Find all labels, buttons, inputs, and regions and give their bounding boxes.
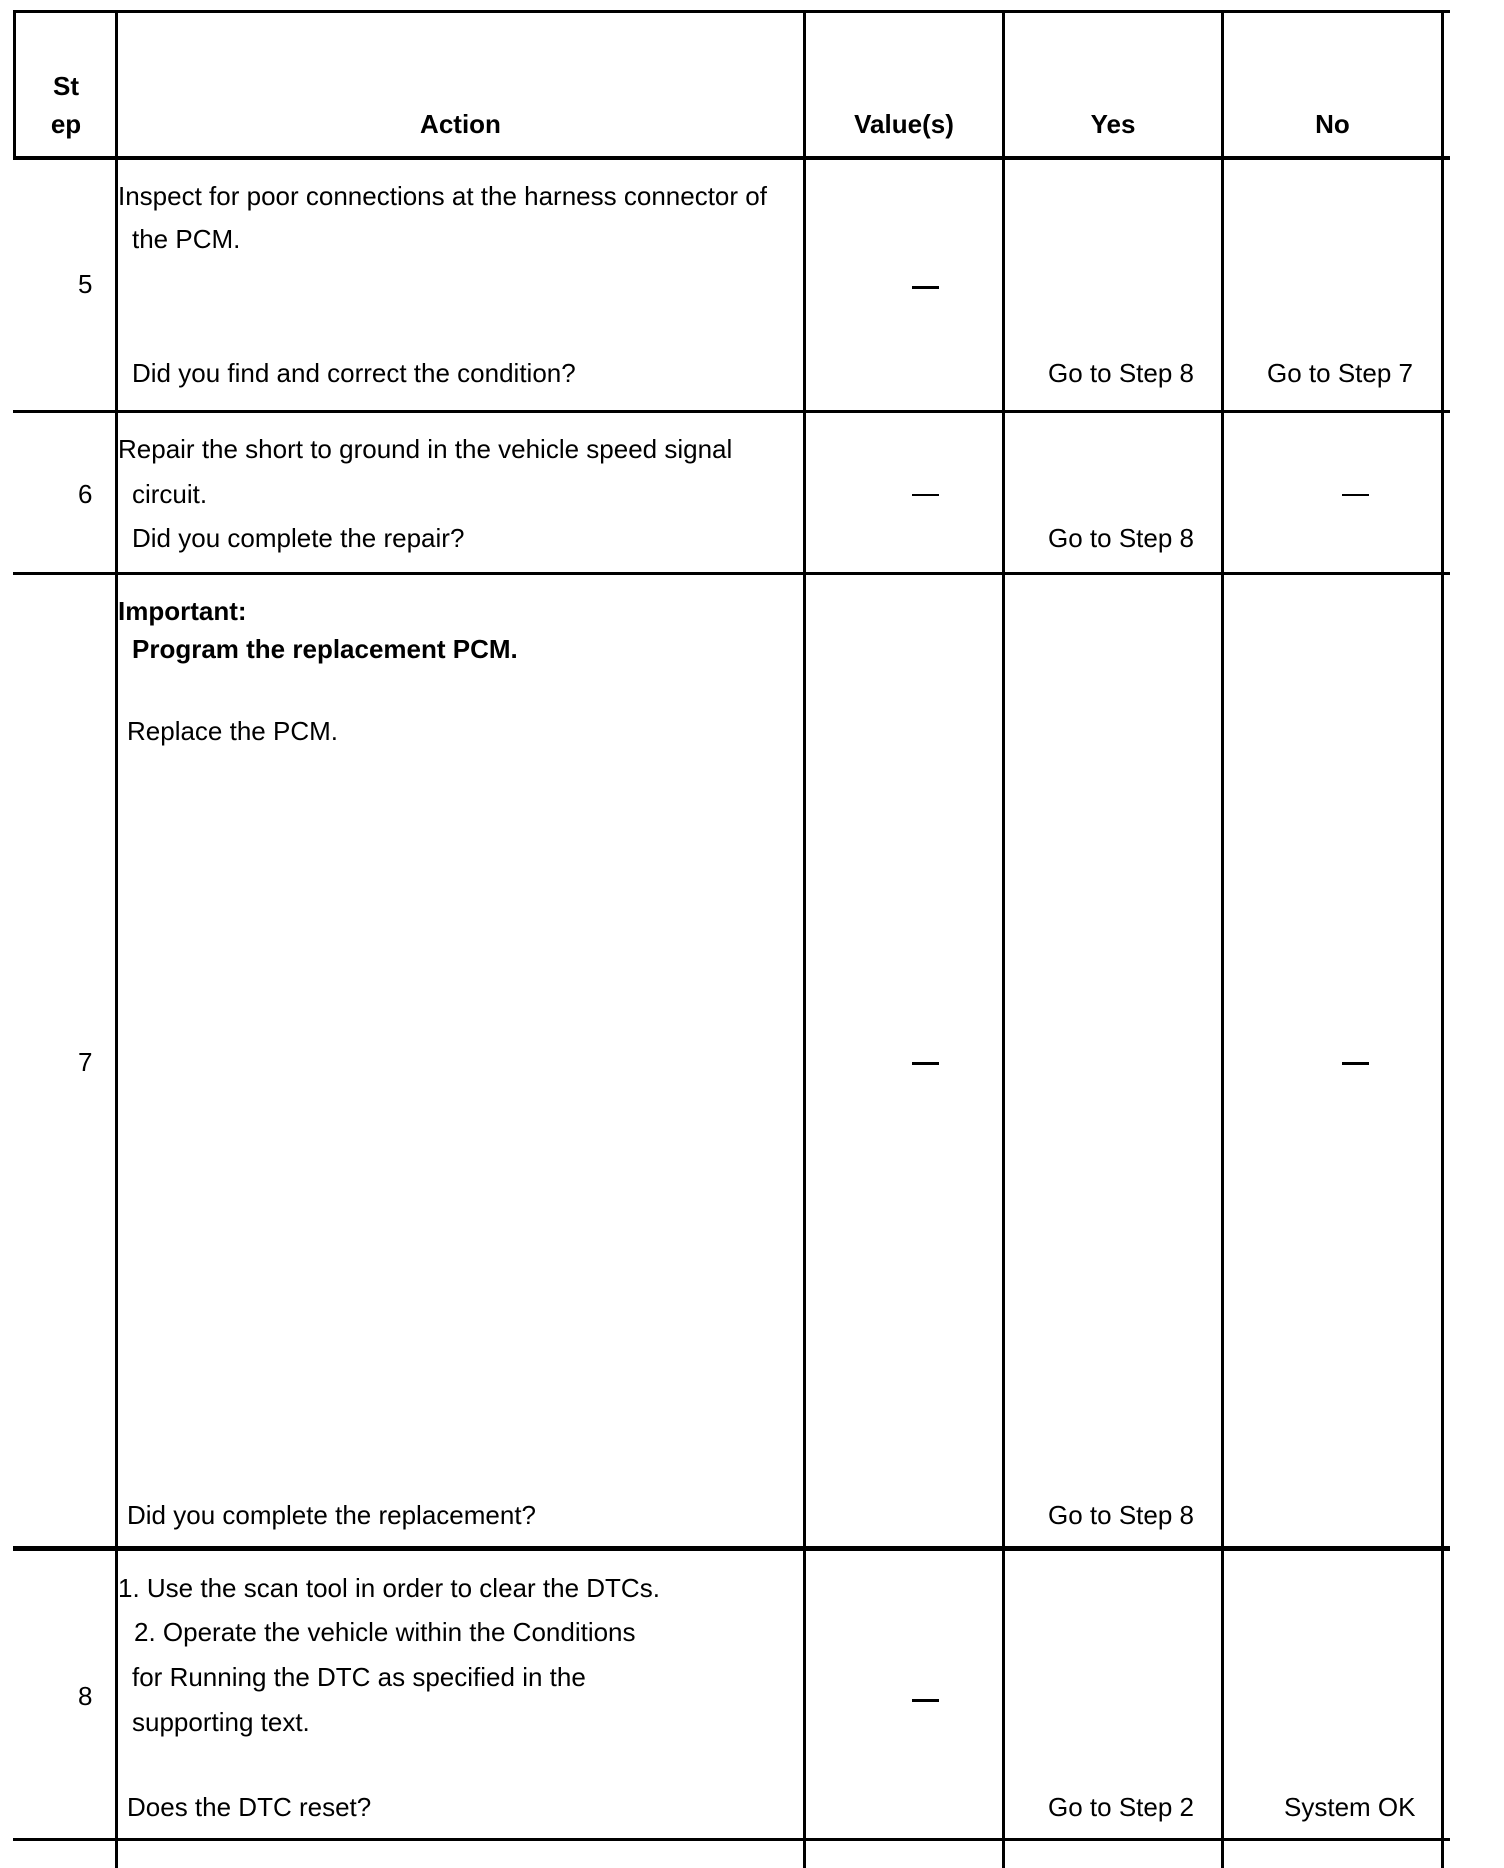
yes-result: Go to Step 2 [1048,1792,1194,1822]
action-list-item: 1. Use the scan tool in order to clear the DTCs. [118,1573,660,1603]
action-text: Repair the short to ground in the vehicle speed signal [118,434,733,464]
action-text: Replace the PCM. [127,716,338,746]
action-list-item: 2. Operate the vehicle within the Conditions [134,1617,636,1647]
header-divider [13,156,1450,160]
row-divider [13,572,1450,575]
no-result: System OK [1284,1792,1416,1822]
header-no: No [1315,109,1350,139]
action-question: Does the DTC reset? [127,1792,372,1822]
step-number: 7 [78,1047,93,1077]
action-text: for Running the DTC as specified in the [132,1662,586,1692]
important-label: Important: [118,596,247,626]
value-dash [912,1699,939,1702]
step-number: 6 [78,479,93,509]
yes-result: Go to Step 8 [1048,523,1194,553]
yes-result: Go to Step 8 [1048,1500,1194,1530]
no-dash [1342,1062,1369,1065]
action-question: Did you find and correct the condition? [132,358,576,388]
column-divider [803,10,806,1868]
table-border-top [13,10,1450,13]
action-question: Did you complete the replacement? [127,1500,537,1530]
column-divider [1221,10,1224,1868]
table-border-right [1441,10,1444,1868]
no-dash [1342,494,1369,496]
header-step-line1: St [53,71,79,101]
column-divider [1002,10,1005,1868]
row-divider [13,1546,1450,1551]
table-border-left [13,10,16,160]
header-yes: Yes [1090,109,1136,139]
value-dash [912,494,939,496]
action-text: Inspect for poor connections at the harness connector of [118,181,767,211]
header-action: Action [420,109,501,139]
no-result: Go to Step 7 [1267,358,1413,388]
action-text: circuit. [132,479,208,509]
action-text: the PCM. [132,224,241,254]
action-text: supporting text. [132,1707,310,1737]
value-dash [912,286,939,289]
yes-result: Go to Step 8 [1048,358,1194,388]
header-step-line2: ep [50,109,82,139]
table-border-bottom [13,1838,1450,1841]
action-question: Did you complete the repair? [132,523,465,553]
important-text: Program the replacement PCM. [132,634,518,664]
step-number: 8 [78,1681,93,1711]
value-dash [912,1062,939,1065]
step-number: 5 [78,269,93,299]
header-values: Value(s) [854,109,954,139]
row-divider [13,410,1450,413]
